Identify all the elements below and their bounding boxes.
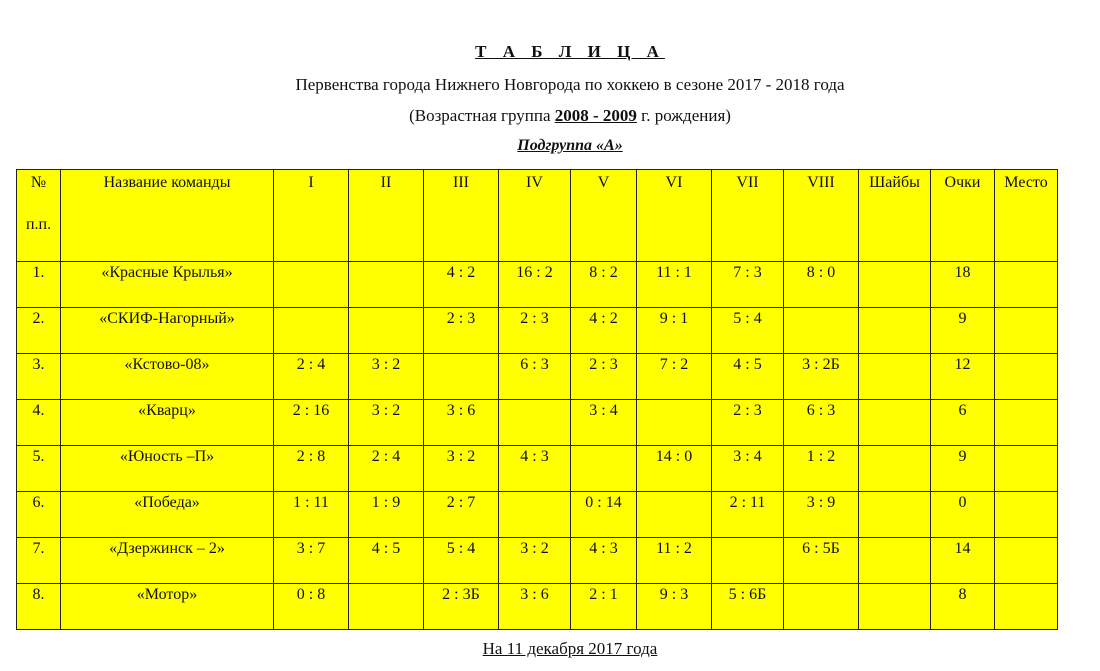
col-header-opponent-5: V bbox=[571, 170, 637, 262]
team-name: «Красные Крылья» bbox=[61, 262, 274, 308]
goals-cell bbox=[859, 262, 931, 308]
score-cell-vs-4: 16 : 2 bbox=[499, 262, 571, 308]
score-cell-vs-3: 4 : 2 bbox=[424, 262, 499, 308]
score-cell-vs-3: 2 : 7 bbox=[424, 492, 499, 538]
score-cell-vs-8: 8 : 0 bbox=[784, 262, 859, 308]
score-cell-vs-3: 2 : 3Б bbox=[424, 584, 499, 630]
row-number: 1. bbox=[17, 262, 61, 308]
score-cell-vs-1: 1 : 11 bbox=[274, 492, 349, 538]
score-cell-vs-6: 9 : 1 bbox=[637, 308, 712, 354]
col-header-place: Место bbox=[995, 170, 1058, 262]
score-cell-vs-8: 3 : 9 bbox=[784, 492, 859, 538]
row-number: 7. bbox=[17, 538, 61, 584]
age-prefix: (Возрастная группа bbox=[409, 106, 555, 125]
score-cell-vs-7 bbox=[712, 538, 784, 584]
score-cell-vs-2: 3 : 2 bbox=[349, 354, 424, 400]
table-row bbox=[17, 400, 1058, 446]
score-cell-vs-3 bbox=[424, 354, 499, 400]
row-number: 8. bbox=[17, 584, 61, 630]
score-cell-vs-8: 6 : 5Б bbox=[784, 538, 859, 584]
row-number: 5. bbox=[17, 446, 61, 492]
score-cell-vs-2 bbox=[349, 308, 424, 354]
score-cell-vs-4: 6 : 3 bbox=[499, 354, 571, 400]
score-cell-vs-5: 2 : 1 bbox=[571, 584, 637, 630]
score-cell-vs-7: 7 : 3 bbox=[712, 262, 784, 308]
score-cell-vs-7: 5 : 6Б bbox=[712, 584, 784, 630]
score-cell-vs-2: 2 : 4 bbox=[349, 446, 424, 492]
points-cell: 9 bbox=[931, 446, 995, 492]
page-subtitle: Первенства города Нижнего Новгорода по хоккею в сезоне 2017 - 2018 года bbox=[295, 75, 845, 94]
score-cell-vs-7: 2 : 11 bbox=[712, 492, 784, 538]
team-name: «Юность –П» bbox=[61, 446, 274, 492]
place-cell bbox=[995, 492, 1058, 538]
score-cell-vs-7: 4 : 5 bbox=[712, 354, 784, 400]
points-cell: 18 bbox=[931, 262, 995, 308]
score-cell-vs-3: 5 : 4 bbox=[424, 538, 499, 584]
page-title: Т А Б Л И Ц А bbox=[475, 42, 665, 61]
col-header-opponent-7: VII bbox=[712, 170, 784, 262]
goals-cell bbox=[859, 308, 931, 354]
points-cell: 9 bbox=[931, 308, 995, 354]
score-cell-vs-3: 3 : 6 bbox=[424, 400, 499, 446]
row-number: 2. bbox=[17, 308, 61, 354]
col-header-opponent-8: VIII bbox=[784, 170, 859, 262]
points-cell: 14 bbox=[931, 538, 995, 584]
subgroup-title: Подгруппа «А» bbox=[517, 137, 623, 154]
goals-cell bbox=[859, 584, 931, 630]
score-cell-vs-1: 2 : 16 bbox=[274, 400, 349, 446]
score-cell-vs-8 bbox=[784, 584, 859, 630]
score-cell-vs-1: 2 : 4 bbox=[274, 354, 349, 400]
score-cell-vs-5: 8 : 2 bbox=[571, 262, 637, 308]
points-cell: 0 bbox=[931, 492, 995, 538]
score-cell-vs-5: 4 : 2 bbox=[571, 308, 637, 354]
points-cell: 12 bbox=[931, 354, 995, 400]
goals-cell bbox=[859, 400, 931, 446]
score-cell-vs-3: 2 : 3 bbox=[424, 308, 499, 354]
score-cell-vs-4: 3 : 6 bbox=[499, 584, 571, 630]
team-name: «СКИФ-Нагорный» bbox=[61, 308, 274, 354]
place-cell bbox=[995, 308, 1058, 354]
score-cell-vs-6: 14 : 0 bbox=[637, 446, 712, 492]
score-cell-vs-5: 2 : 3 bbox=[571, 354, 637, 400]
row-number: 3. bbox=[17, 354, 61, 400]
row-number: 4. bbox=[17, 400, 61, 446]
place-cell bbox=[995, 354, 1058, 400]
place-cell bbox=[995, 400, 1058, 446]
table-row bbox=[17, 354, 1058, 400]
team-name: «Победа» bbox=[61, 492, 274, 538]
age-years: 2008 - 2009 bbox=[554, 106, 637, 125]
col-header-opponent-1: I bbox=[274, 170, 349, 262]
goals-cell bbox=[859, 446, 931, 492]
score-cell-vs-5: 4 : 3 bbox=[571, 538, 637, 584]
col-header-points: Очки bbox=[931, 170, 995, 262]
score-cell-vs-8: 1 : 2 bbox=[784, 446, 859, 492]
score-cell-vs-8: 6 : 3 bbox=[784, 400, 859, 446]
score-cell-vs-4 bbox=[499, 492, 571, 538]
col-header-opponent-6: VI bbox=[637, 170, 712, 262]
score-cell-vs-1: 2 : 8 bbox=[274, 446, 349, 492]
place-cell bbox=[995, 446, 1058, 492]
score-cell-vs-4: 3 : 2 bbox=[499, 538, 571, 584]
col-header-number bbox=[17, 170, 61, 262]
score-cell-vs-7: 2 : 3 bbox=[712, 400, 784, 446]
goals-cell bbox=[859, 492, 931, 538]
score-cell-vs-1 bbox=[274, 262, 349, 308]
place-cell bbox=[995, 538, 1058, 584]
score-cell-vs-1 bbox=[274, 308, 349, 354]
score-cell-vs-6 bbox=[637, 492, 712, 538]
place-cell bbox=[995, 584, 1058, 630]
score-cell-vs-5 bbox=[571, 446, 637, 492]
score-cell-vs-1: 0 : 8 bbox=[274, 584, 349, 630]
age-suffix: г. рождения) bbox=[636, 106, 731, 125]
score-cell-vs-7: 5 : 4 bbox=[712, 308, 784, 354]
col-header-team: Название команды bbox=[61, 170, 274, 262]
place-cell bbox=[995, 262, 1058, 308]
row-number: 6. bbox=[17, 492, 61, 538]
score-cell-vs-2 bbox=[349, 584, 424, 630]
score-cell-vs-5: 0 : 14 bbox=[571, 492, 637, 538]
score-cell-vs-4: 2 : 3 bbox=[499, 308, 571, 354]
score-cell-vs-3: 3 : 2 bbox=[424, 446, 499, 492]
score-cell-vs-6: 9 : 3 bbox=[637, 584, 712, 630]
table-row bbox=[17, 492, 1058, 538]
score-cell-vs-7: 3 : 4 bbox=[712, 446, 784, 492]
col-header-opponent-2: II bbox=[349, 170, 424, 262]
score-cell-vs-4 bbox=[499, 400, 571, 446]
goals-cell bbox=[859, 354, 931, 400]
score-cell-vs-5: 3 : 4 bbox=[571, 400, 637, 446]
score-cell-vs-1: 3 : 7 bbox=[274, 538, 349, 584]
score-cell-vs-4: 4 : 3 bbox=[499, 446, 571, 492]
points-cell: 8 bbox=[931, 584, 995, 630]
team-name: «Мотор» bbox=[61, 584, 274, 630]
as-of-date: На 11 декабря 2017 года bbox=[482, 639, 658, 658]
team-name: «Кварц» bbox=[61, 400, 274, 446]
team-name: «Кстово-08» bbox=[61, 354, 274, 400]
score-cell-vs-6: 11 : 1 bbox=[637, 262, 712, 308]
age-group-line bbox=[0, 106, 1100, 126]
col-header-opponent-4: IV bbox=[499, 170, 571, 262]
score-cell-vs-2 bbox=[349, 262, 424, 308]
score-cell-vs-6: 11 : 2 bbox=[637, 538, 712, 584]
col-header-goals: Шайбы bbox=[859, 170, 931, 262]
col-header-number-line2: п.п. bbox=[25, 216, 52, 233]
table-row bbox=[17, 446, 1058, 492]
score-cell-vs-6 bbox=[637, 400, 712, 446]
col-header-number-line1: № bbox=[30, 174, 47, 191]
score-cell-vs-2: 3 : 2 bbox=[349, 400, 424, 446]
points-cell: 6 bbox=[931, 400, 995, 446]
header-row bbox=[17, 170, 1058, 262]
team-name: «Дзержинск – 2» bbox=[61, 538, 274, 584]
standings-table bbox=[16, 169, 1058, 630]
col-header-opponent-3: III bbox=[424, 170, 499, 262]
goals-cell bbox=[859, 538, 931, 584]
score-cell-vs-6: 7 : 2 bbox=[637, 354, 712, 400]
score-cell-vs-8 bbox=[784, 308, 859, 354]
table-row bbox=[17, 262, 1058, 308]
score-cell-vs-2: 1 : 9 bbox=[349, 492, 424, 538]
score-cell-vs-2: 4 : 5 bbox=[349, 538, 424, 584]
score-cell-vs-8: 3 : 2Б bbox=[784, 354, 859, 400]
table-row bbox=[17, 584, 1058, 630]
table-row bbox=[17, 308, 1058, 354]
table-row bbox=[17, 538, 1058, 584]
